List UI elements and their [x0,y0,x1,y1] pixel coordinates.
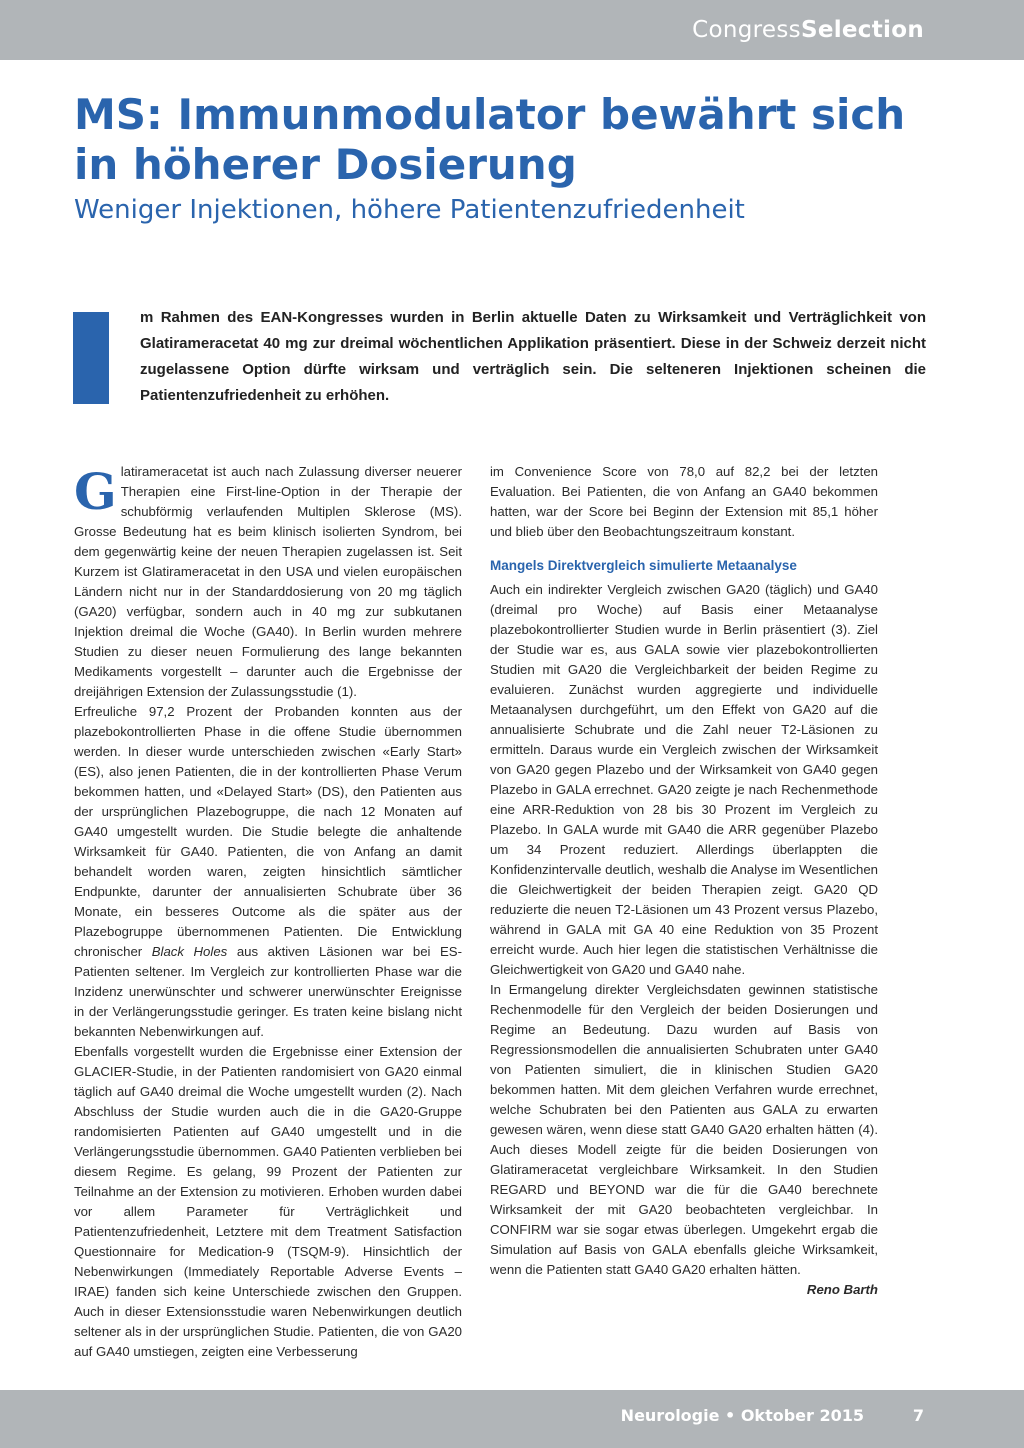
paragraph: In Ermangelung direkter Vergleichsdaten gewinnen statistische Rechenmodelle für den Vergleich der beiden Dosierungen und Regime an Bedeutung. Dazu wurden auf Basis von Regressionsmodellen die annualisierten Schubraten unter GA40 von Patienten simuliert, die in klinischen Studien GA20 bekommen hatten. Mit dem gleichen Verfahren wurde errechnet, welche Schubraten bei den Patienten aus GALA zu erwarten gewesen wären, wenn diese statt GA40 GA20 erhalten hätten (4). Auch dieses Modell zeigte für die beiden Dosierungen von Glatirameracetat vergleichbare Wirksamkeit. In den Studien REGARD und BEYOND war die für die GA40 berechnete Wirksamkeit der mit GA20 beobachteten vergleichbar. In CONFIRM war sie sogar etwas überlegen. Umgekehrt ergab die Simulation auf Basis von GALA ebenfalls gleiche Wirksamkeit, wenn die Patienten statt GA40 GA20 erhalten hätten. [490,982,878,1277]
header-bar [0,0,1024,60]
paragraph [74,702,462,1042]
italic-term: Black Holes [151,944,228,959]
paragraph-text: Erfreuliche 97,2 Prozent der Probanden konnten aus der plazebokontrollierten Phase in die offene Studie übernommen werden. In dieser wurde unterschieden zwischen «Early Start» (ES), also jenen Patienten, die in der kontrollierten Phase Verum bekommen hatten, und «Delayed Start» (DS), den Patienten aus der ursprünglichen Plazebogruppe, die nach 12 Monaten auf GA40 umgestellt wurden. Die Studie belegte die anhaltende Wirksamkeit für GA40. Patienten, die von Anfang an damit behandelt worden waren, zeigten hinsichtlich sämtlicher Endpunkte, darunter der annualisierten Schubrate über 36 Monate, ein besseres Outcome als die später aus der Plazebogruppe übernommenen Patienten. Die Entwicklung chronischer [74,704,462,959]
dropcap: G [74,462,117,521]
lead-dropcap-block [73,312,109,404]
section-heading: Mangels Direktvergleich simulierte Metaanalyse [490,558,797,573]
paragraph: Auch ein indirekter Vergleich zwischen GA20 (täglich) und GA40 (dreimal pro Woche) auf Basis einer Metaanalyse plazebokontrollierter Studien wurde in Berlin präsentiert (3). Ziel der Studie war es, aus GALA sowie vier plazebokontrollierten Studien mit GA20 die Vergleichbarkeit der beiden Regime zu evaluieren. Zunächst wurden aggregierte und individuelle Metaanalysen durchgeführt, um den Effekt von GA20 auf die annualisierte Schubrate und die Zahl neuer T2-Läsionen zu ermitteln. Daraus wurde ein Vergleich zwischen der Wirksamkeit von GA20 gegen Plazebo und der Wirksamkeit von GA40 gegen Plazebo in GALA errechnet. GA20 zeigte je nach Rechenmethode eine ARR-Reduktion von 28 bis 30 Prozent im Vergleich zu Plazebo. In GALA wurde mit GA40 die ARR gegenüber Plazebo um 34 Prozent reduziert. Allerdings überlappten die Konfidenzintervalle deutlich, weshalb die Analyse im Wesentlichen die Gleichwertigkeit der beiden Therapien zeigt. GA20 QD reduzierte die neuen T2-Läsionen um 43 Prozent versus Plazebo, während in GALA mit GA 40 eine Reduktion von 35 Prozent erreicht wurde. Auch hier legen die statistischen Verhältnisse die Gleichwertigkeit von GA20 und GA40 nahe. [490,582,878,977]
page-number: 7 [912,1406,924,1425]
brand-light: Congress [692,17,801,43]
footer-bar [0,1390,1024,1448]
paragraph [74,462,462,702]
column-left [74,462,462,1362]
footer-publication: Neurologie • Oktober 2015 [620,1406,864,1425]
author-name: Reno Barth [806,1282,878,1297]
article-title: MS: Immunmodulator bewährt sich in höherer Dosierung [74,90,906,189]
paragraph: im Convenience Score von 78,0 auf 82,2 bei der letzten Evaluation. Bei Patienten, die von Anfang an GA40 bekommen hatten, war der Score bei Beginn der Extension mit 85,1 höher und blieb über den Beobachtungszeitraum konstant. [490,464,878,539]
lead-text: m Rahmen des EAN-Kongresses wurden in Berlin aktuelle Daten zu Wirksamkeit und Verträglichkeit von Glatirameracetat 40 mg zur dreimal wöchentlichen Applikation präsentiert. Diese in der Schweiz derzeit nicht zugelassene Option dürfte wirksam und verträglich sein. Die selteneren Injektionen scheinen die Patientenzufriedenheit zu erhöhen. [140,309,926,404]
brand-bold: Selection [800,17,924,43]
article-subtitle: Weniger Injektionen, höhere Patientenzufriedenheit [74,195,745,225]
brand-logo [692,17,924,43]
paragraph-text: latirameracetat ist auch nach Zulassung diverser neuerer Therapien eine First-line-Option in der Therapie der schubförmig verlaufenden Multiplen Sklerose (MS). Grosse Bedeutung hat es beim klinisch isolierten Syndrom, bei dem gegenwärtig keine der neuen Therapien zugelassen ist. Seit Kurzem ist Glatirameracetat in den USA und vielen europäischen Ländern nicht nur in der Standarddosierung von 20 mg täglich (GA20) verfügbar, sondern auch in 40 mg zur subkutanen Injektion dreimal die Woche (GA40). In Berlin wurden mehrere Studien zu dieser neuen Formulierung des lange bekannten Medikaments vorgestellt – darunter auch die Ergebnisse der dreijährigen Extension der Zulassungsstudie (1). [74,464,462,699]
paragraph-text: aus aktiven Läsionen war bei ES-Patienten seltener. Im Vergleich zur kontrollierten Phase war die Inzidenz unerwünschter und schwerer unerwünschter Ereignisse in der Verlängerungsstudie geringer. Es traten keine bislang nicht bekannten Nebenwirkungen auf. [74,944,462,1039]
column-right [490,462,878,1300]
lead-paragraph [140,305,926,409]
paragraph: Ebenfalls vorgestellt wurden die Ergebnisse einer Extension der GLACIER-Studie, in der Patienten randomisiert von GA20 einmal täglich auf GA40 dreimal die Woche umgestellt wurden (2). Nach Abschluss der Studie wurden auch die in die GA20-Gruppe randomisierten Patienten auf GA40 umgestellt und in die Verlängerungsstudie übernommen. GA40 Patienten verblieben bei diesem Regime. Es gelang, 99 Prozent der Patienten zur Teilnahme an der Extension zu motivieren. Erhoben wurden dabei vor allem Parameter für Verträglichkeit und Patientenzufriedenheit, Letztere mit dem Treatment Satisfaction Questionnaire for Medication-9 (TSQM-9). Hinsichtlich der Nebenwirkungen (Immediately Reportable Adverse Events – IRAE) fanden sich keine Unterschiede zwischen den Gruppen. Auch in dieser Extensionsstudie waren Nebenwirkungen deutlich seltener als in der ursprünglichen Studie. Patienten, die von GA20 auf GA40 umstiegen, zeigten eine Verbesserung [74,1044,462,1359]
